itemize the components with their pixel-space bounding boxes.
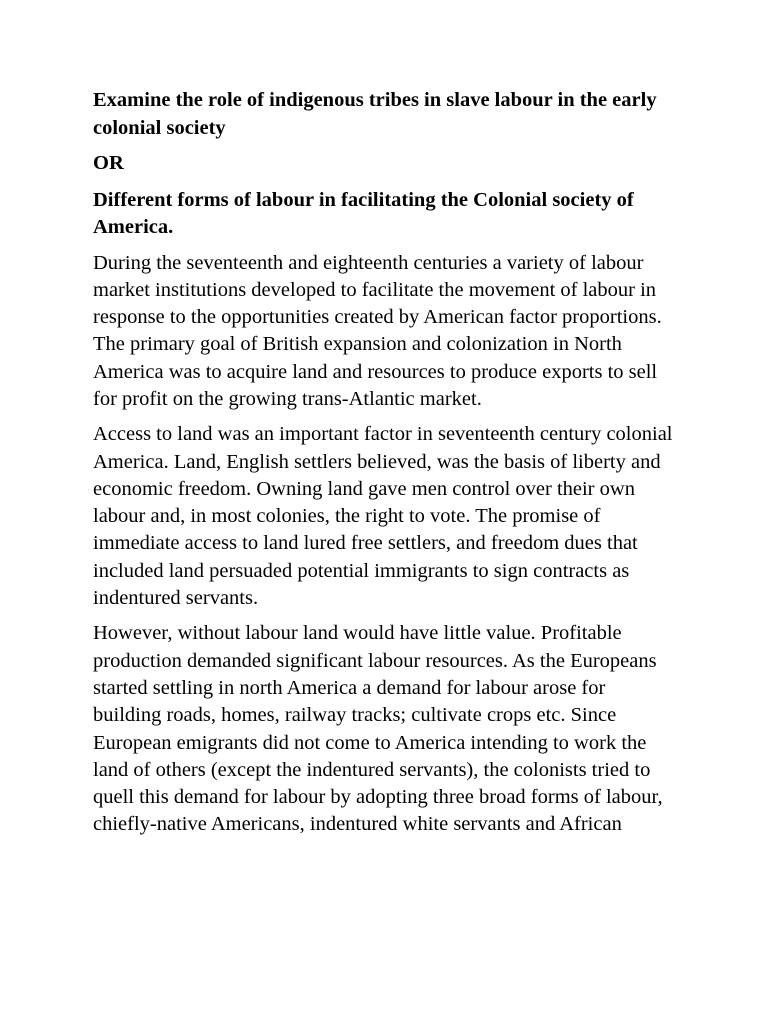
essay-question-title: Examine the role of indigenous tribes in slave labour in the early colonial society [93, 89, 657, 139]
alternate-question-title: Different forms of labour in facilitating the Colonial society of America. [93, 188, 634, 238]
document-body [93, 87, 678, 847]
paragraph-1: During the seventeenth and eighteenth centuries a variety of labour market institutions developed to facilitate the movement of labour in response to the opportunities created by American factor proportions. The primary goal of British expansion and colonization in North America was to acquire land and resources to produce exports to sell for profit on the growing trans-Atlantic market. [93, 251, 662, 410]
paragraph-2: Access to land was an important factor in seventeenth century colonial America. Land, English settlers believed, was the basis of liberty and economic freedom. Owning land gave men control over their own labour and, in most colonies, the right to vote. The promise of immediate access to land lured free settlers, and freedom dues that included land persuaded potential immigrants to sign contracts as indentured servants. [93, 423, 673, 610]
or-label: OR [93, 152, 124, 174]
paragraph-3: However, without labour land would have little value. Profitable production demanded significant labour resources. As the Europeans started settling in north America a demand for labour arose for building roads, homes, railway tracks; cultivate crops etc. Since European emigrants did not come to America intending to work the land of others (except the indentured servants), the colonists tried to quell this demand for labour by adopting three broad forms of labour, chiefly-native Americans, indentured white servants and African [93, 622, 663, 836]
